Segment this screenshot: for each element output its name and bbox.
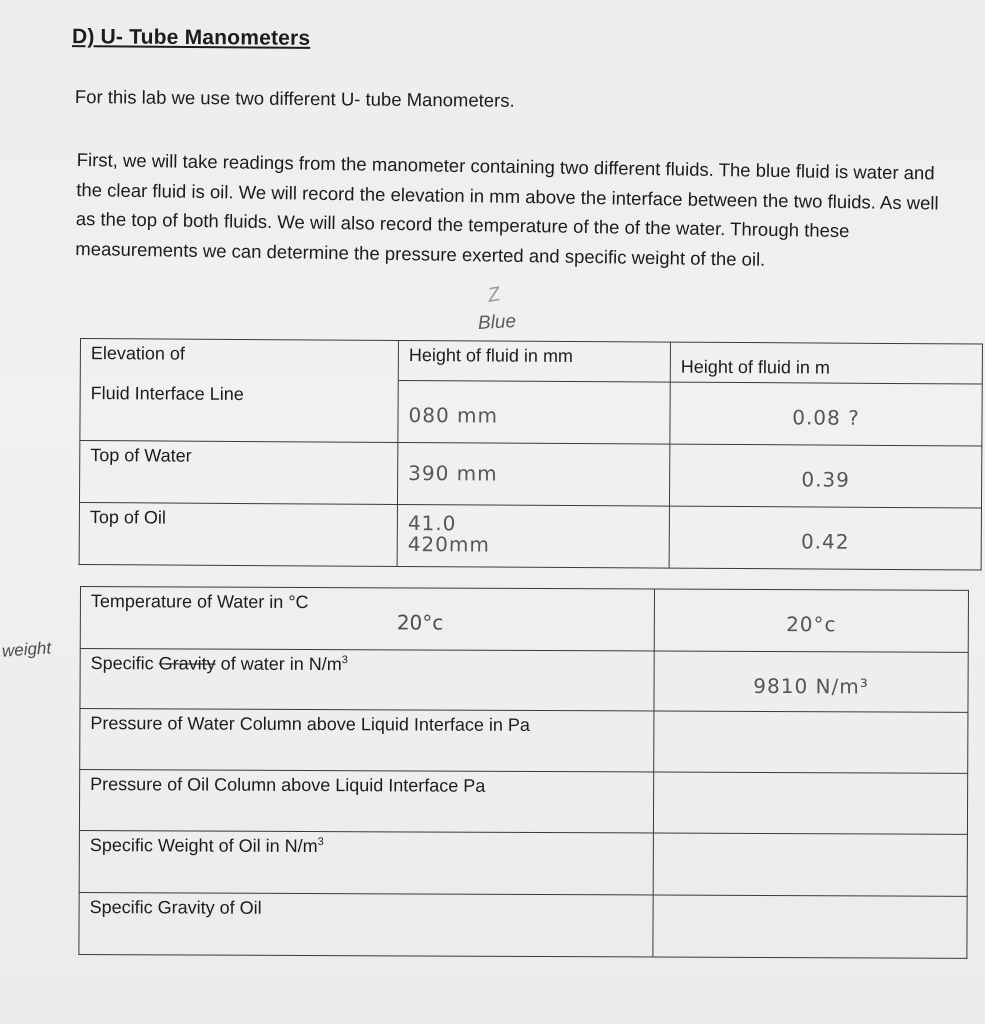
instructions-paragraph: First, we will take readings from the manometer containing two different fluids. The blue fluid is water and the clear fluid is oil. We will record the elevation in mm above the interface between the two fluids. As well as the top of both fluids. We will also record the temperature of the of the water. Through these measurements we can determine the pressure exerted and specific weight of the oil. xyxy=(75,148,939,270)
table-row xyxy=(80,339,982,385)
row-label: Pressure of Water Column above Liquid Interface in Pa xyxy=(80,709,654,773)
handwritten-margin-note: weight xyxy=(1,638,52,661)
row-label: Pressure of Oil Column above Liquid Interface Pa xyxy=(79,770,653,834)
table-row xyxy=(80,649,968,713)
handwritten-value: 390 mm xyxy=(397,442,669,506)
row-label-part: of water in N/m xyxy=(215,653,342,675)
handwritten-value: 0.08 ? xyxy=(670,382,982,446)
handwritten-value-stack xyxy=(397,504,669,568)
row-label: Fluid Interface Line xyxy=(80,379,398,443)
heights-table xyxy=(79,338,983,571)
handwritten-value: 9810 N/m³ xyxy=(654,651,968,712)
handwritten-value: 41.0 xyxy=(407,511,457,536)
table-row xyxy=(79,441,981,509)
table-row xyxy=(79,830,967,896)
row-label: Specific Gravity of Oil xyxy=(79,892,653,957)
superscript: 3 xyxy=(317,836,324,849)
handwritten-value: 20°c xyxy=(396,610,444,635)
table-row xyxy=(80,709,968,774)
row-label-cell xyxy=(79,830,653,895)
section-title: D) U- Tube Manometers xyxy=(71,25,311,50)
empty-answer-cell[interactable] xyxy=(653,833,967,896)
table-row xyxy=(80,379,982,447)
handwritten-value: 420mm xyxy=(407,532,490,557)
row-label-cell xyxy=(80,587,654,652)
handwritten-value: 0.42 xyxy=(669,506,981,570)
table-row xyxy=(79,892,967,958)
table-row xyxy=(80,587,968,653)
empty-answer-cell[interactable] xyxy=(653,772,967,834)
row-label: Temperature of Water in °C xyxy=(90,591,309,612)
table-row xyxy=(79,770,967,835)
header-height-mm: Height of fluid in mm xyxy=(398,340,670,382)
handwritten-value: 20°c xyxy=(654,589,968,652)
row-label: Top of Water xyxy=(79,441,397,505)
empty-answer-cell[interactable] xyxy=(653,895,967,958)
row-label-struck-word: Gravity xyxy=(158,653,216,674)
header-elevation: Elevation of xyxy=(80,339,398,381)
handwritten-value: 0.39 xyxy=(669,444,981,508)
calculations-table xyxy=(78,586,969,959)
intro-sentence: For this lab we use two different U- tube Manometers. xyxy=(74,86,515,111)
handwritten-scribble: Z xyxy=(486,283,502,307)
header-height-m: Height of fluid in m xyxy=(670,342,982,384)
handwritten-blue-note: Blue xyxy=(477,311,517,334)
row-label-part: Specific xyxy=(90,653,159,674)
row-label-cell xyxy=(80,649,654,712)
row-label-part: Specific Weight of Oil in N/m xyxy=(89,835,318,857)
row-label: Top of Oil xyxy=(79,503,397,567)
empty-answer-cell[interactable] xyxy=(654,711,968,773)
superscript: 3 xyxy=(341,654,348,667)
handwritten-value: 080 mm xyxy=(398,380,670,444)
table-row xyxy=(79,503,981,571)
